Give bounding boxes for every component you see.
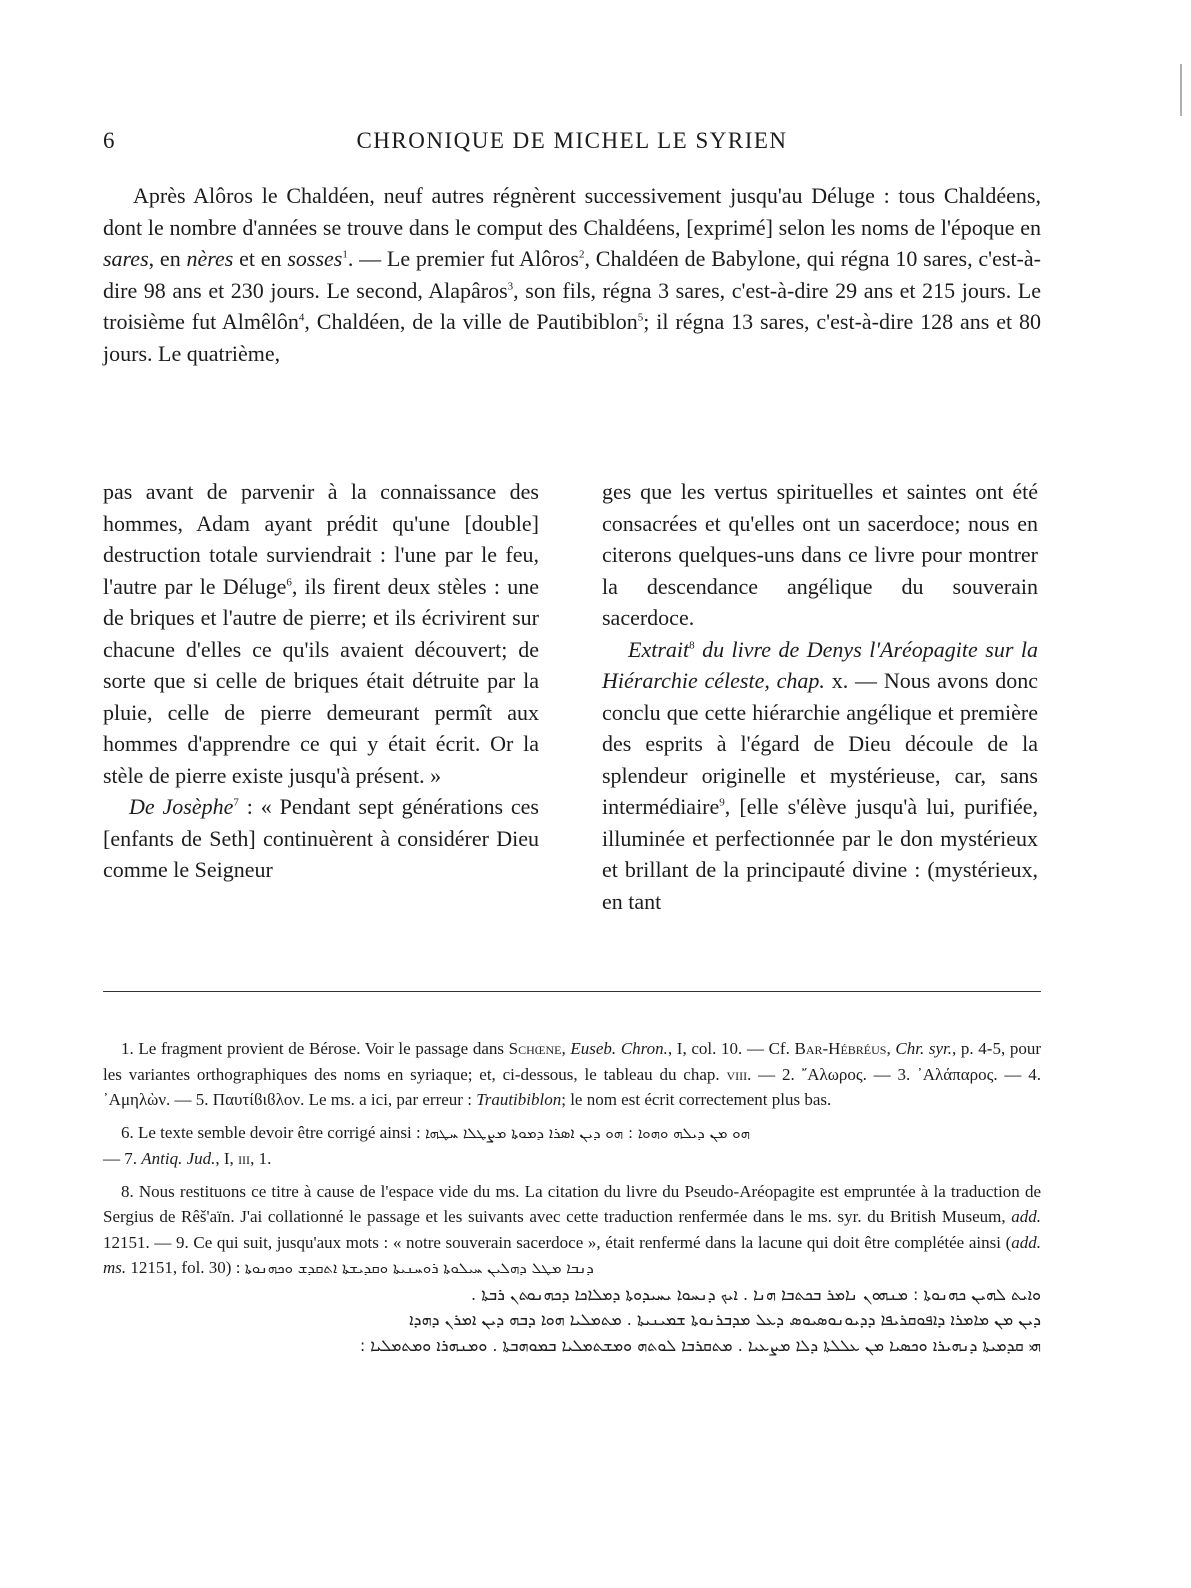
footnote-separator xyxy=(103,991,1041,992)
footnote-ref: 4 xyxy=(298,311,305,324)
text-run: 12151, fol. 30) : xyxy=(126,1258,245,1277)
italic-title: Trautibiblon xyxy=(476,1090,562,1109)
page-number: 6 xyxy=(103,128,115,153)
italic-term: sosses xyxy=(287,246,343,271)
text-run: , I, xyxy=(215,1149,239,1168)
text-run: , I, col. 10. — Cf. xyxy=(667,1039,795,1058)
italic-heading: Extrait xyxy=(628,636,690,662)
text-run: , son fils, régna 3 sares, c'est-à-dire 29 ans et 215 jours. Le troisième fut Almêlôn xyxy=(103,277,1042,334)
text-run: , [elle s'élève jusqu'à lui, purifiée, illuminée et perfectionnée par le don mystérieux et brillant de la principauté divine : (mystérieux, en tant xyxy=(602,794,1038,914)
text-run: Après Alôros le Chaldéen, neuf autres régnèrent successivement jusqu'au Déluge : tous Chaldéens, dont le nombre d'années se trouve dans le comput des Chaldéens, [exprimé] selon les noms de l'époque en xyxy=(103,183,1041,240)
left-paragraph-1 xyxy=(103,476,539,791)
italic-term: nères xyxy=(186,246,234,271)
text-run: : « Pendant sept générations ces [enfants de Seth] continuèrent à considérer Dieu comme le Seigneur xyxy=(103,794,539,882)
italic-heading: du livre de Denys l'Aréopagite sur la Hiérarchie céleste, chap. xyxy=(602,636,1038,693)
italic-source: De Josèphe xyxy=(129,794,234,819)
text-run: , ils firent deux stèles : une de briques et l'autre de pierre; et ils écrivirent sur chacune d'elles ce qu'ils avaient découvert; de sorte que si celle de briques était détruite par la pluie, celle de pierre demeurant permît aux hommes d'apprendre ce qui y était écrit. Or la stèle de pierre existe jusqu'à présent. » xyxy=(103,573,539,788)
text-run: ; il régna 13 sares, c'est-à-dire 128 ans et 80 jours. Le quatrième, xyxy=(103,309,1041,366)
text-run: pas avant de parvenir à la connaissance des hommes, Adam ayant prédit qu'une [double] destruction totale surviendrait : l'une par le feu, l'autre par le Déluge xyxy=(103,479,539,599)
italic-abbrev: add. ms. xyxy=(103,1232,1041,1277)
left-paragraph-2 xyxy=(103,791,539,886)
running-title: CHRONIQUE DE MICHEL LE SYRIEN xyxy=(356,128,788,153)
footnote-6 xyxy=(103,1120,1041,1147)
text-run: , Chaldéen de Babylone, qui régna 10 sares, c'est-à-dire 98 ans et 230 jours. Le second, Alapâros xyxy=(103,246,1041,303)
footnote-ref: 9 xyxy=(719,796,725,809)
text-run: et en xyxy=(233,246,288,271)
author-name: Schœne xyxy=(508,1039,562,1058)
text-run: . — Le premier fut Alôros xyxy=(347,246,579,271)
syriac-line-2: ܘܐܝܬ ܠܗܝܢ ܟܗܢܘܬܐ : ܡܢܗܘܢ ܢܐܡܪ ܒܟܬܒܐ ܗܢܐ . ܐܝܟ ܕܢܚܘܐ ܝܚܝܕܘܬܐ ܕܡܠܐܟܐ ܕܟܗܢܘܬܢ ܪܒܬܐ . xyxy=(471,1284,1041,1304)
text-run: — 7. xyxy=(103,1149,142,1168)
text-run: 8. Nous restituons ce titre à cause de l'espace vide du ms. La citation du livre du Pseudo-Aréopagite est empruntée à la traduction de Sergius de Rêš'aïn. J'ai collationné le passage et les suivants avec cette traduction renfermée dans le ms. syr. du British Museum, xyxy=(103,1181,1041,1226)
syriac-line-3: ܕܝܢ ܡܢ ܡܐܡܪܐ ܕܐܦܘܩܪܝܦܐ ܕܕܝܘܢܘܣܝܘܣ ܕܥܠ ܡܕܒܪܢܘܬܐ ܫܡܝܢܝܬܐ . ܡܬܡܠܝܐ ܗܘܐ ܕܒܗ ܕܝܢ ܐܡܪܢ ܕܗܕܐ xyxy=(409,1310,1041,1329)
text-run: , xyxy=(886,1039,896,1058)
roman-numeral: viii xyxy=(726,1064,748,1084)
page-edge-mark xyxy=(1180,64,1182,116)
footnote-ref: 3 xyxy=(507,280,514,293)
footnote-ref: 8 xyxy=(689,639,695,652)
text-run: . — 2. ῎Αλωρος. — 3. ᾿Αλάπαρος. — 4. ᾿Αμηλὼν. — 5. Παυτίϐιϐλον. Le ms. a ici, par erreur : xyxy=(103,1064,1041,1109)
text-run: , 1. xyxy=(250,1149,272,1168)
footnote-ref: 1 xyxy=(342,248,348,261)
footnote-ref: 7 xyxy=(233,796,239,809)
italic-term: sares xyxy=(103,246,149,271)
footnote-ref: 6 xyxy=(286,576,292,589)
author-name: Bar-Hébréus xyxy=(794,1039,887,1058)
footnote-ref: 5 xyxy=(637,311,644,324)
italic-title: Euseb. Chron. xyxy=(570,1039,668,1058)
text-run: , en xyxy=(148,246,187,271)
right-paragraph-1 xyxy=(602,476,1038,634)
text-run: Nous avons donc conclu que cette hiérarchie angélique et première des esprits à l'égard de Dieu découle de la splendeur originelle et mystérieuse, car, sans intermédiaire xyxy=(602,668,1039,819)
right-column xyxy=(602,476,1038,917)
top-paragraph xyxy=(103,180,1041,369)
text-run: ges que les vertus spirituelles et saintes ont été consacrées et qu'elles ont un sacerdoce; nous en citerons quelques-uns dans ce livre pour montrer la descendance angélique du souverain sacerdoce. xyxy=(602,479,1038,630)
text-run: , xyxy=(561,1039,571,1058)
syriac-text: ܕܢܒܐ ܡܛܠ ܕܗܠܝܢ ܚܝܠܘܬܐ ܪܘܚܢܝܬܐ ܘܩܕܝܫܬܐ ܐܬܩܕܫ ܘܟܗܢܘܬܐ xyxy=(244,1259,594,1277)
text-run: , p. 4-5, pour les variantes orthographiques des noms en syriaque; et, ci-dessous, le tableau du chap. xyxy=(103,1039,1042,1084)
footnote-1 xyxy=(103,1036,1041,1113)
text-run: 12151. — 9. Ce qui suit, jusqu'aux mots : « notre souverain sacerdoce », était renfermé dans la lacune qui doit être complétée ainsi ( xyxy=(103,1232,1012,1252)
syriac-text: ܗܘ ܡܢ ܕܝܠܗ ܘܗܘܐ : ܗܘ ܕܝܢ ܐܣܪܐ ܕܡܘܬܐ ܡܨܛܠܐ ܚܛܗܐ xyxy=(425,1123,751,1142)
syriac-line-4: ܗܝ ܩܕܡܝܬܐ ܕܢܗܝܪܐ ܘܟܣܝܐ ܡܢ ܥܠܠܬܐ ܕܠܐ ܡܨܥܝܐ . ܡܬܩܪܒܐ ܠܘܬܗ ܘܡܫܬܡܠܝܐ ܒܡܘܗܒܬܐ . ܘܡܢܗܪܐ ܘܡܬܡܠܝܐ : xyxy=(359,1335,1041,1355)
footnotes xyxy=(103,1036,1041,1358)
right-paragraph-2 xyxy=(602,634,1038,918)
text-run: 1. Le fragment provient de Bérose. Voir le passage dans xyxy=(121,1039,509,1058)
italic-title: Chr. syr. xyxy=(895,1039,952,1058)
italic-abbrev: add. xyxy=(1011,1207,1041,1226)
text-run: x. — xyxy=(824,668,884,693)
text-run: 6. Le texte semble devoir être corrigé ainsi : xyxy=(121,1122,425,1142)
roman-numeral: iii xyxy=(238,1149,251,1168)
footnote-ref: 2 xyxy=(579,248,585,261)
italic-title: Antiq. Jud. xyxy=(141,1149,216,1168)
text-run: , Chaldéen, de la ville de Pautibiblon xyxy=(304,309,638,334)
page-header xyxy=(103,128,1041,168)
text-run: ; le nom est écrit correctement plus bas. xyxy=(561,1090,832,1109)
footnote-8 xyxy=(103,1179,1041,1282)
left-column xyxy=(103,476,539,886)
top-paragraph-block xyxy=(103,180,1041,369)
footnote-7 xyxy=(103,1146,1041,1172)
